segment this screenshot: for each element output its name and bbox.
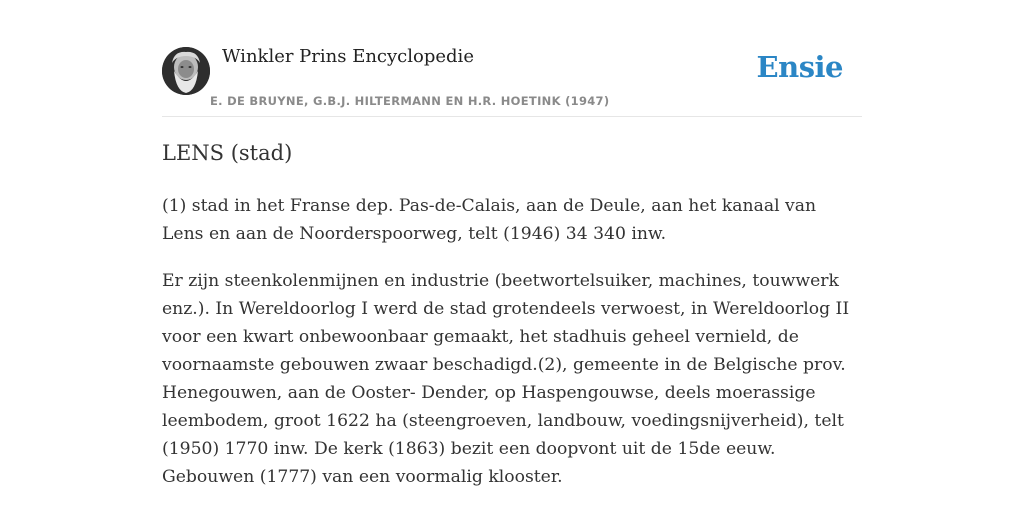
source-header	[162, 0, 862, 117]
author-portrait-icon[interactable]	[162, 47, 210, 95]
source-authors: E. DE BRUYNE, G.B.J. HILTERMANN EN H.R. HOETINK (1947)	[210, 94, 610, 108]
entry-body	[162, 192, 862, 510]
source-title[interactable]: Winkler Prins Encyclopedie	[222, 46, 474, 67]
entry-title: LENS (stad)	[162, 141, 293, 165]
brand-logo[interactable]: Ensie	[756, 50, 843, 84]
entry-paragraph: (1) stad in het Franse dep. Pas-de-Calais, aan de Deule, aan het kanaal van Lens en aan de Noorderspoorweg, telt (1946) 34 340 inw.	[162, 196, 817, 244]
portrait-image	[162, 47, 210, 95]
entry-paragraph: Er zijn steenkolenmijnen en industrie (beetwortelsuiker, machines, touwwerk enz.). In Wereldoorlog I werd de stad grotendeels verwoest, in Wereldoorlog II voor een kwart onbewoonbaar gemaakt, het stadhuis geheel vernield, de voornaamste gebouwen zwaar beschadigd.(2), gemeente in de Belgische prov. Henegouwen, aan de Ooster- Dender, op Haspengouwse, deels moerassige leembodem, groot 1622 ha (steengroeven, landbouw, voedingsnijverheid), telt (1950) 1770 inw. De kerk (1863) bezit een doopvont uit de 15de eeuw. Gebouwen (1777) van een voormalig klooster.	[162, 271, 850, 487]
page	[162, 0, 862, 487]
